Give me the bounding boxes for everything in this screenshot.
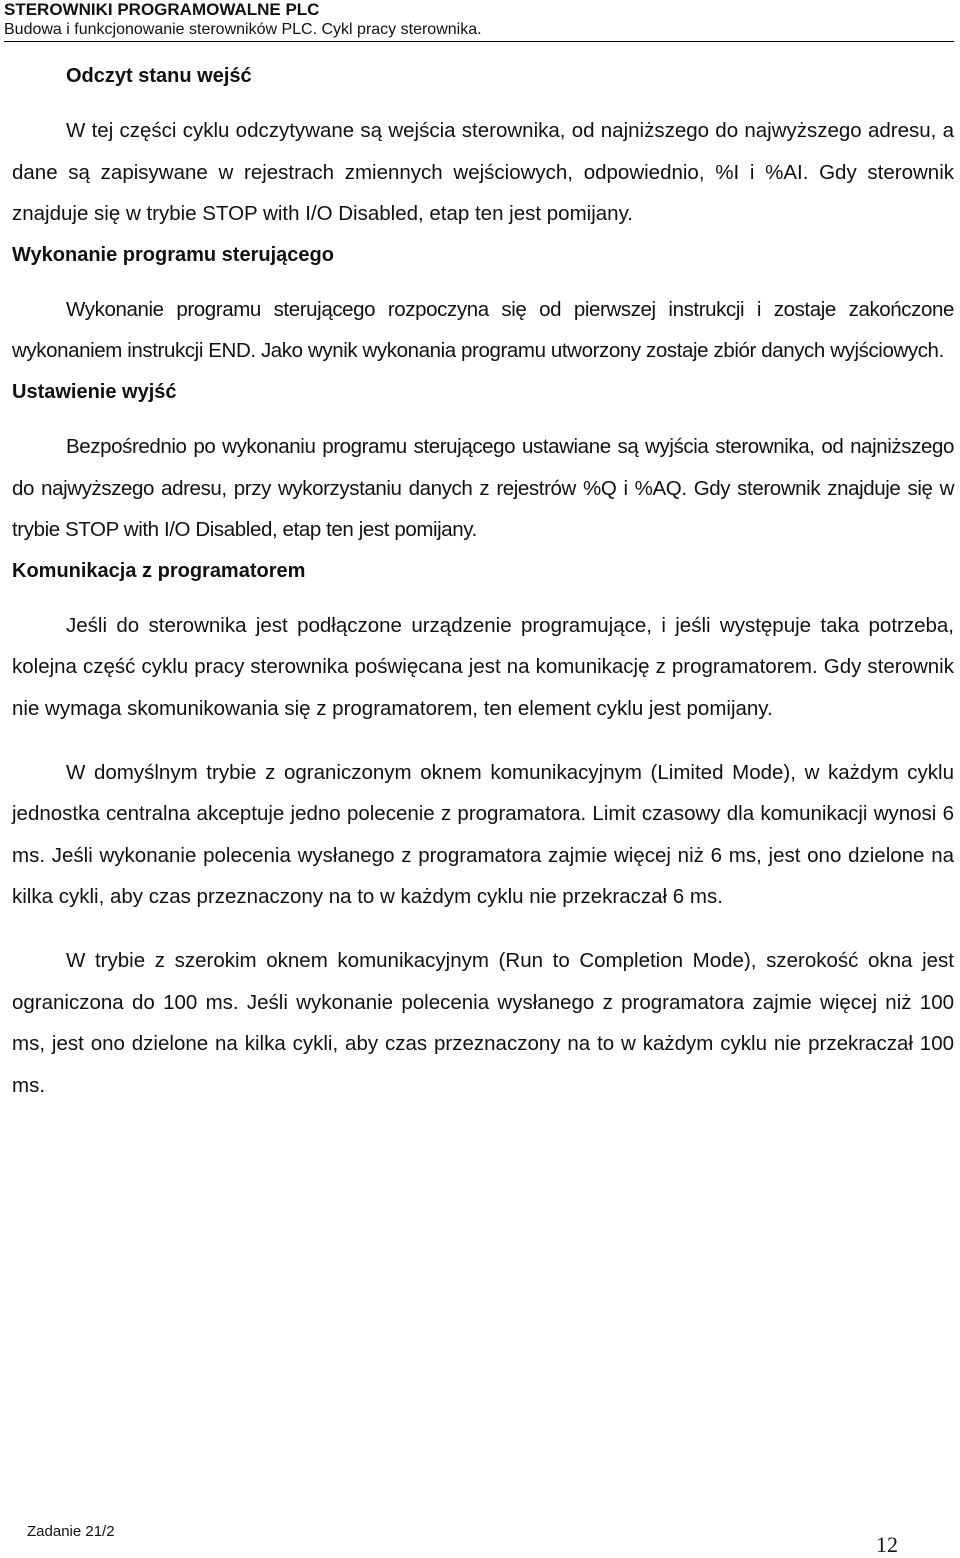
paragraph-program: Wykonanie programu sterującego rozpoczyna się od pierwszej instrukcji i zostaje zakończone wykonaniem instrukcji END. Jako wynik wykonania programu utworzony zostaje zbiór danych wyjściowych. [12, 297, 954, 363]
page-number: 12 [876, 1532, 898, 1557]
section-title-comm: Komunikacja z programatorem [12, 559, 306, 582]
paragraph-inputs: W tej części cyklu odczytywane są wejścia sterownika, od najniższego do najwyższego adresu, a dane są zapisywane w rejestrach zmiennych wejściowych, odpowiednio, %I i %AI. Gdy sterownik znajduje się w trybie STOP with I/O Disabled, etap ten jest pomijany. [12, 119, 954, 226]
paragraph-comm-1: Jeśli do sterownika jest podłączone urządzenie programujące, i jeśli występuje taka potrzeba, kolejna część cyklu pracy sterownika poświęcana jest na komunikację z programatorem. Gdy sterownik nie wymaga skomunikowania się z programatorem, ten element cyklu jest pomijany. [12, 613, 954, 720]
paragraph-outputs: Bezpośrednio po wykonaniu programu sterującego ustawiane są wyjścia sterownika, od najniższego do najwyższego adresu, przy wykorzystaniu danych z rejestrów %Q i %AQ. Gdy sterownik znajduje się w trybie STOP with I/O Disabled, etap ten jest pomijany. [12, 434, 954, 542]
section-title-program: Wykonanie programu sterującego [12, 243, 334, 266]
header-title: STEROWNIKI PROGRAMOWALNE PLC [4, 0, 320, 19]
page-header [4, 0, 954, 42]
section-title-outputs: Ustawienie wyjść [12, 380, 177, 403]
section-title-inputs: Odczyt stanu wejść [66, 65, 252, 87]
paragraph-comm-2: W domyślnym trybie z ograniczonym oknem komunikacyjnym (Limited Mode), w każdym cyklu jednostka centralna akceptuje jedno polecenie z programatora. Limit czasowy dla komunikacji wynosi 6 ms. Jeśli wykonanie polecenia wysłanego z programatora zajmie więcej niż 6 ms, jest ono dzielone na kilka cykli, aby czas przeznaczony na to w każdym cyklu nie przekraczał 6 ms. [12, 760, 954, 909]
document-body [12, 62, 954, 1106]
footer-task-label: Zadanie 21/2 [27, 1523, 115, 1540]
paragraph-comm-3: W trybie z szerokim oknem komunikacyjnym (Run to Completion Mode), szerokość okna jest ograniczona do 100 ms. Jeśli wykonanie polecenia wysłanego z programatora zajmie więcej niż 100 ms, jest ono dzielone na kilka cykli, aby czas przeznaczony na to w każdym cyklu nie przekraczał 100 ms. [12, 948, 954, 1097]
header-subtitle: Budowa i funkcjonowanie sterowników PLC. Cykl pracy sterownika. [4, 20, 954, 42]
